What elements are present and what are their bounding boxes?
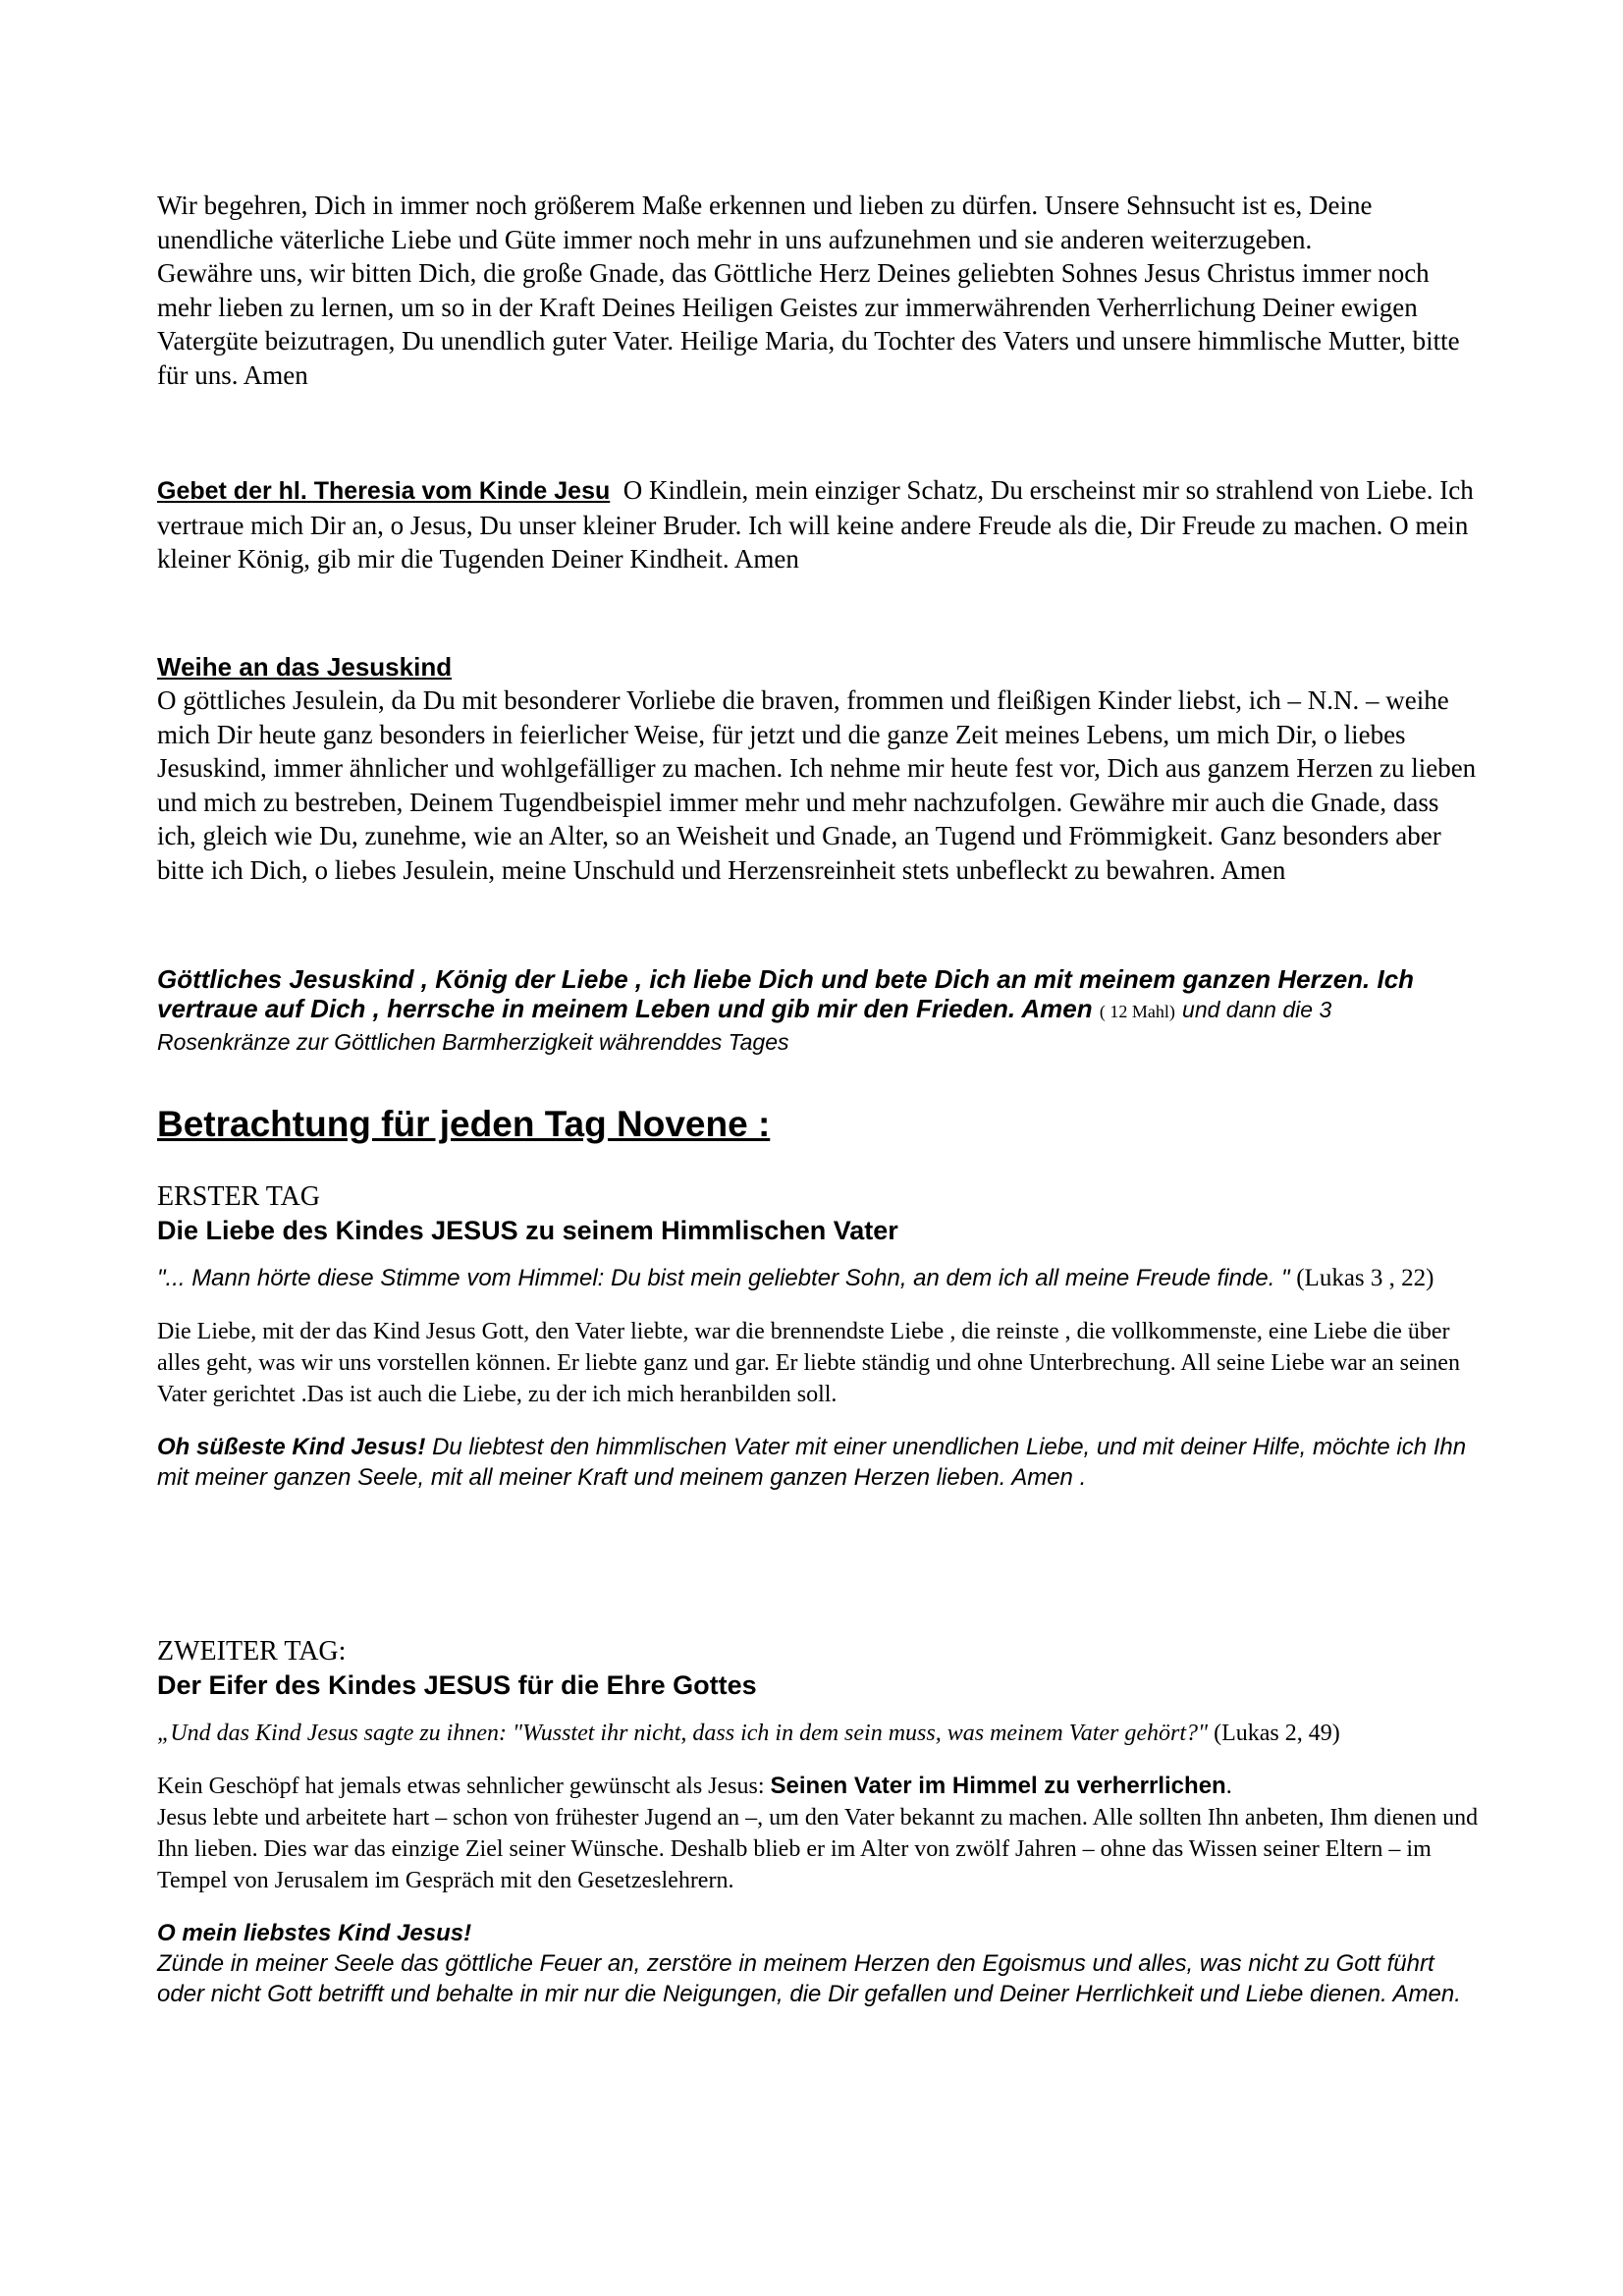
- day2-body-paragraph: Kein Geschöpf hat jemals etwas sehnlicher gewünscht als Jesus: Seinen Vater im Himmel zu verherrlichen. Jesus lebte und arbeitete hart – schon von frühester Jugend an –, um den Vater bekannt zu machen. Alle sollten Ihn anbeten, Ihm dienen und Ihn lieben. Dies war das einzige Ziel seiner Wünsche. Deshalb blieb er im Alter von zwölf Jahren – ohne das Wissen seiner Eltern – im Tempel von Jerusalem im Gespräch mit den Gesetzeslehrern.: [157, 1773, 1479, 1893]
- theresia-prayer: [157, 473, 1483, 576]
- day2-prayer-bold: O mein liebstes Kind Jesus!: [157, 1920, 472, 1946]
- novene-heading: Betrachtung für jeden Tag Novene :: [157, 1104, 771, 1144]
- intro-paragraph-2: Gewähre uns, wir bitten Dich, die große Gnade, das Göttliche Herz Deines geliebten Sohnes Jesus Christus immer noch mehr lieben zu lernen, um so in der Kraft Deines Heiligen Geistes zur immerwährenden Verherrlichung Deiner ewigen Vatergüte beizutragen, Du unendlich guter Vater. Heilige Maria, du Tochter des Vaters und unsere himmlische Mutter, bitte für uns. Amen: [157, 258, 1460, 390]
- day1-title: Die Liebe des Kindes JESUS zu seinem Himmlischen Vater: [157, 1216, 898, 1245]
- invocation-section: [157, 964, 1483, 1057]
- invocation-bold: Göttliches Jesuskind , König der Liebe , ich liebe Dich und bete Dich an mit meinem ganzen Herzen. Ich vertraue auf Dich , herrsche in meinem Leben und gib mir den Frieden. Amen: [157, 964, 1415, 1023]
- day2-body-bold: Seinen Vater im Himmel zu verherrlichen: [770, 1773, 1226, 1799]
- weihe-text: O göttliches Jesulein, da Du mit besonderer Vorliebe die braven, frommen und fleißigen Kinder liebst, ich – N.N. – weihe mich Dir heute ganz besonders in feierlicher Weise, für jetzt und die ganze Zeit meines Lebens, um mich Dir, o liebes Jesuskind, immer ähnlicher und wohlgefälliger zu machen. Ich nehme mir heute fest vor, Dich aus ganzem Herzen zu lieben und mich zu bestreben, Deinem Tugendbeispiel immer mehr und mehr nachzufolgen. Gewähre mir auch die Gnade, dass ich, gleich wie Du, zunehme, wie an Alter, so an Weisheit und Gnade, an Tugend und Frömmigkeit. Ganz besonders aber bitte ich Dich, o liebes Jesulein, meine Unschuld und Herzensreinheit stets unbefleckt zu bewahren. Amen: [157, 685, 1477, 885]
- theresia-text: O Kindlein, mein einziger Schatz, Du erscheinst mir so strahlend von Liebe. Ich vertraue mich Dir an, o Jesus, Du unser kleiner Bruder. Ich will keine andere Freude als die, Dir Freude zu machen. O mein kleiner König, gib mir die Tugenden Deiner Kindheit. Amen: [157, 475, 1474, 574]
- invocation-rest-b: Rosenkränze zur Göttlichen Barmherzigkeit währenddes Tages: [157, 1029, 789, 1055]
- intro-paragraph-1: Wir begehren, Dich in immer noch größerem Maße erkennen und lieben zu dürfen. Unsere Sehnsucht ist es, Deine unendliche väterliche Liebe und Güte immer noch mehr in uns aufzunehmen und sie anderen weiterzugeben.: [157, 191, 1373, 254]
- day1-prayer-bold: Oh süßeste Kind Jesus!: [157, 1434, 426, 1460]
- theresia-heading: Gebet der hl. Theresia vom Kinde Jesu: [157, 477, 611, 505]
- day2-body-start: Kein Geschöpf hat jemals etwas sehnlicher gewünscht als Jesus:: [157, 1774, 765, 1799]
- day2-title: Der Eifer des Kindes JESUS für die Ehre Gottes: [157, 1670, 757, 1700]
- day2-quote-paragraph: [157, 1718, 1483, 1749]
- invocation-count: ( 12 Mahl): [1099, 1002, 1175, 1021]
- day1-body: Die Liebe, mit der das Kind Jesus Gott, den Vater liebte, war die brennendste Liebe , die reinste , die vollkommenste, eine Liebe die über alles geht, was wir uns vorstellen können. Er liebte ganz und gar. Er liebte ständig und ohne Unterbrechung. All seine Liebe war an seinen Vater gerichtet .Das ist auch die Liebe, zu der ich mich heranbilden soll.: [157, 1319, 1460, 1407]
- day1-prayer-rest: Du liebtest den himmlischen Vater mit einer unendlichen Liebe, und mit deiner Hilfe, möchte ich Ihn mit meiner ganzen Seele, mit all meiner Kraft und meinem ganzen Herzen lieben. Amen .: [157, 1434, 1467, 1491]
- theresia-paragraph: [157, 473, 1483, 576]
- day1-quote: "... Mann hörte diese Stimme vom Himmel: Du bist mein geliebter Sohn, an dem ich all meine Freude finde. ": [157, 1265, 1290, 1291]
- day1-label: ERSTER TAG: [157, 1181, 321, 1212]
- day1-quote-paragraph: [157, 1263, 1483, 1294]
- day1-ref: (Lukas 3 , 22): [1296, 1265, 1434, 1291]
- day2-prayer-rest: Zünde in meiner Seele das göttliche Feuer an, zerstöre in meinem Herzen den Egoismus und alles, was nicht zu Gott führt oder nicht Gott betrifft und behalte in mir nur die Neigungen, die Dir gefallen und Deiner Herrlichkeit und Liebe dienen. Amen.: [157, 1950, 1461, 2007]
- intro-section: [157, 189, 1483, 392]
- day2-ref: (Lukas 2, 49): [1214, 1721, 1340, 1746]
- invocation-paragraph: [157, 964, 1483, 1057]
- day1-prayer: [157, 1432, 1483, 1493]
- day2-section: [157, 1635, 1483, 2009]
- day2-quote: „Und das Kind Jesus sagte zu ihnen: "Wusstet ihr nicht, dass ich in dem sein muss, was meinem Vater gehört?": [157, 1721, 1209, 1746]
- day1-section: [157, 1180, 1483, 1493]
- day2-body-rest: Jesus lebte und arbeitete hart – schon von frühester Jugend an –, um den Vater bekannt zu machen. Alle sollten Ihn anbeten, Ihm dienen und Ihn lieben. Dies war das einzige Ziel seiner Wünsche. Deshalb blieb er im Alter von zwölf Jahren – ohne das Wissen seiner Eltern – im Tempel von Jerusalem im Gespräch mit den Gesetzeslehrern.: [157, 1805, 1479, 1893]
- invocation-rest-a: und dann die 3: [1182, 997, 1332, 1022]
- weihe-heading: Weihe an das Jesuskind: [157, 652, 453, 682]
- day2-label: ZWEITER TAG:: [157, 1636, 347, 1667]
- weihe-section: [157, 650, 1483, 887]
